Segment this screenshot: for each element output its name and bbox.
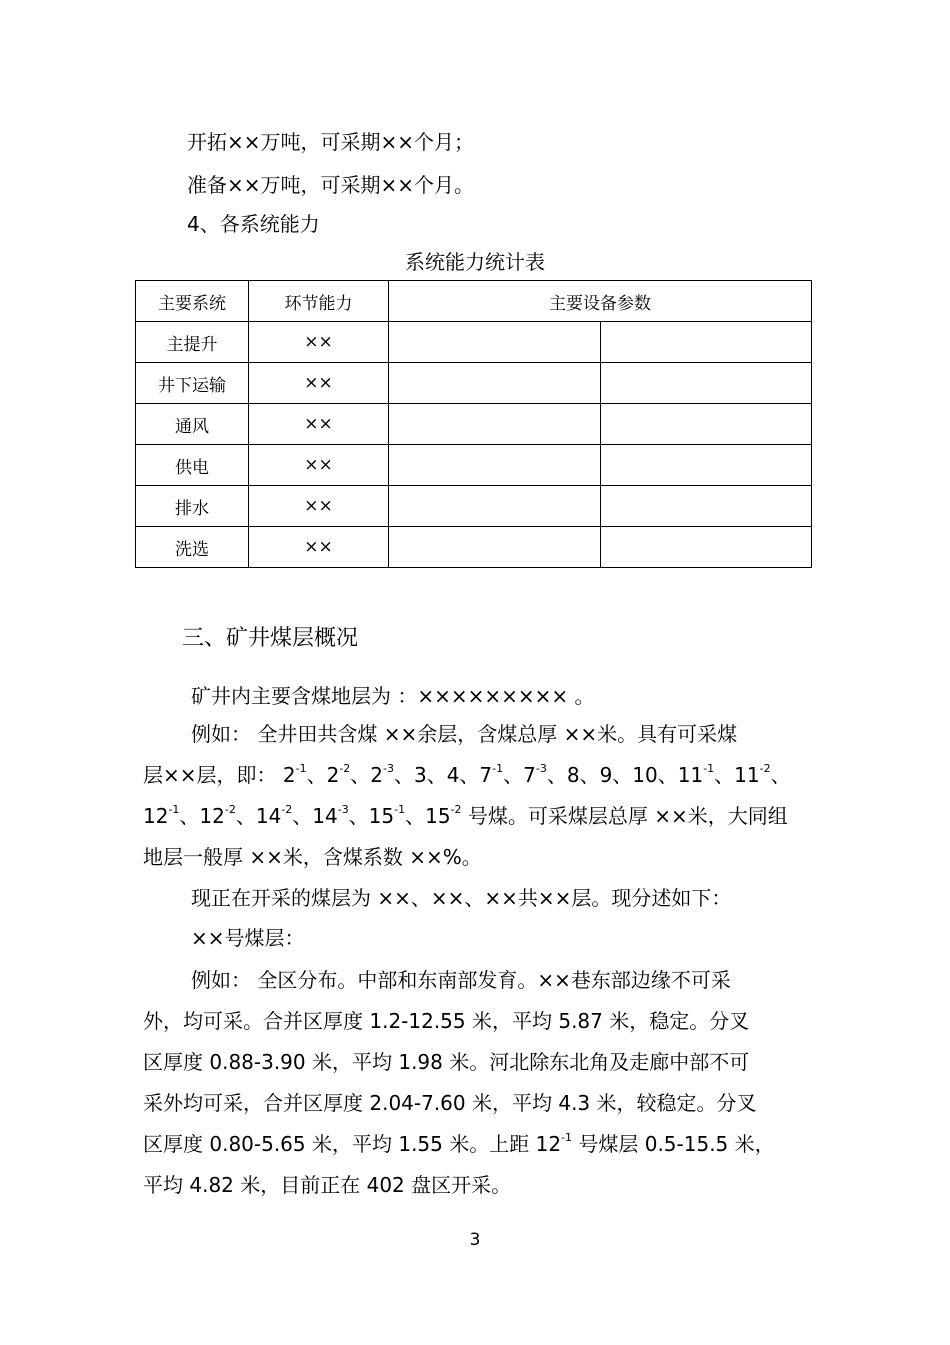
cell-equipment xyxy=(601,363,812,404)
cell-equipment xyxy=(601,404,812,445)
cell-system: 供电 xyxy=(136,445,249,486)
table-row xyxy=(136,322,812,363)
paragraph-example-seam-detail xyxy=(143,960,811,1206)
cell-system: 通风 xyxy=(136,404,249,445)
cell-capacity: ×× xyxy=(249,445,389,486)
example-line: 例如： 全区分布。中部和东南部发育。××巷东部边缘不可采 xyxy=(191,968,731,992)
example-line: 采外均可采，合并区厚度 2.04-7.60 米，平均 4.3 米，较稳定。分叉 xyxy=(143,1091,757,1115)
paragraph-example-seams xyxy=(143,714,811,878)
cell-equipment xyxy=(389,527,601,568)
system-capacity-table xyxy=(135,280,812,568)
cell-system: 主提升 xyxy=(136,322,249,363)
text-line-preparation: 准备××万吨，可采期××个月。 xyxy=(187,173,475,197)
table-header-row xyxy=(136,281,812,322)
cell-capacity: ×× xyxy=(249,322,389,363)
cell-equipment xyxy=(389,486,601,527)
table-row xyxy=(136,404,812,445)
cell-equipment xyxy=(389,445,601,486)
table-caption: 系统能力统计表 xyxy=(405,250,545,274)
table-row xyxy=(136,527,812,568)
example-line: 层××层，即： $2^{-1}$、$2^{-2}$、$2^{-3}$、3、4、$7^{-1}$、$7^{-3}$、8、9、10、$11^{-1}$、$11^{-2}$、 xyxy=(143,762,791,787)
cell-equipment xyxy=(389,322,601,363)
header-capacity: 环节能力 xyxy=(249,281,389,322)
cell-equipment xyxy=(601,527,812,568)
cell-equipment xyxy=(601,445,812,486)
paragraph-current-seams: 现正在开采的煤层为 ××、××、××共××层。现分述如下： xyxy=(191,886,732,910)
cell-equipment xyxy=(389,404,601,445)
text-line-development: 开拓××万吨，可采期××个月； xyxy=(187,130,475,154)
example-line: 例如： 全井田共含煤 ××余层，含煤总厚 ××米。具有可采煤 xyxy=(191,722,738,746)
cell-equipment xyxy=(601,486,812,527)
example-line: 平均 4.82 米，目前正在 402 盘区开采。 xyxy=(143,1173,512,1197)
cell-capacity: ×× xyxy=(249,486,389,527)
table-row xyxy=(136,363,812,404)
example-line: 地层一般厚 ××米，含煤系数 ××%。 xyxy=(143,845,482,869)
section-heading: 三、矿井煤层概况 xyxy=(182,626,359,651)
example-line: 区厚度 0.80-5.65 米，平均 1.55 米。上距 $12^{-1}$ 号煤层 0.5-15.5 米， xyxy=(143,1131,775,1156)
cell-equipment xyxy=(389,363,601,404)
example-line: 外，均可采。合并区厚度 1.2-12.55 米，平均 5.87 米，稳定。分叉 xyxy=(143,1009,750,1033)
header-main-system: 主要系统 xyxy=(136,281,249,322)
example-line: 区厚度 0.88-3.90 米，平均 1.98 米。河北除东北角及走廊中部不可 xyxy=(143,1050,750,1074)
paragraph-seam-title: ××号煤层： xyxy=(191,926,305,950)
header-equipment-params: 主要设备参数 xyxy=(389,281,812,322)
cell-capacity: ×× xyxy=(249,404,389,445)
cell-system: 排水 xyxy=(136,486,249,527)
cell-system: 洗选 xyxy=(136,527,249,568)
paragraph-coal-strata: 矿井内主要含煤地层为 ：××××××××× 。 xyxy=(191,684,595,708)
table-row xyxy=(136,445,812,486)
page-number: 3 xyxy=(469,1230,481,1250)
cell-system: 井下运输 xyxy=(136,363,249,404)
cell-capacity: ×× xyxy=(249,363,389,404)
cell-equipment xyxy=(601,322,812,363)
cell-capacity: ×× xyxy=(249,527,389,568)
subheading-system-capacity: 4、各系统能力 xyxy=(187,212,320,236)
table-row xyxy=(136,486,812,527)
example-line: $12^{-1}$、$12^{-2}$、$14^{-2}$、$14^{-3}$、$15^{-1}$、$15^{-2}$ 号煤。可采煤层总厚 ××米，大同组 xyxy=(143,803,788,828)
